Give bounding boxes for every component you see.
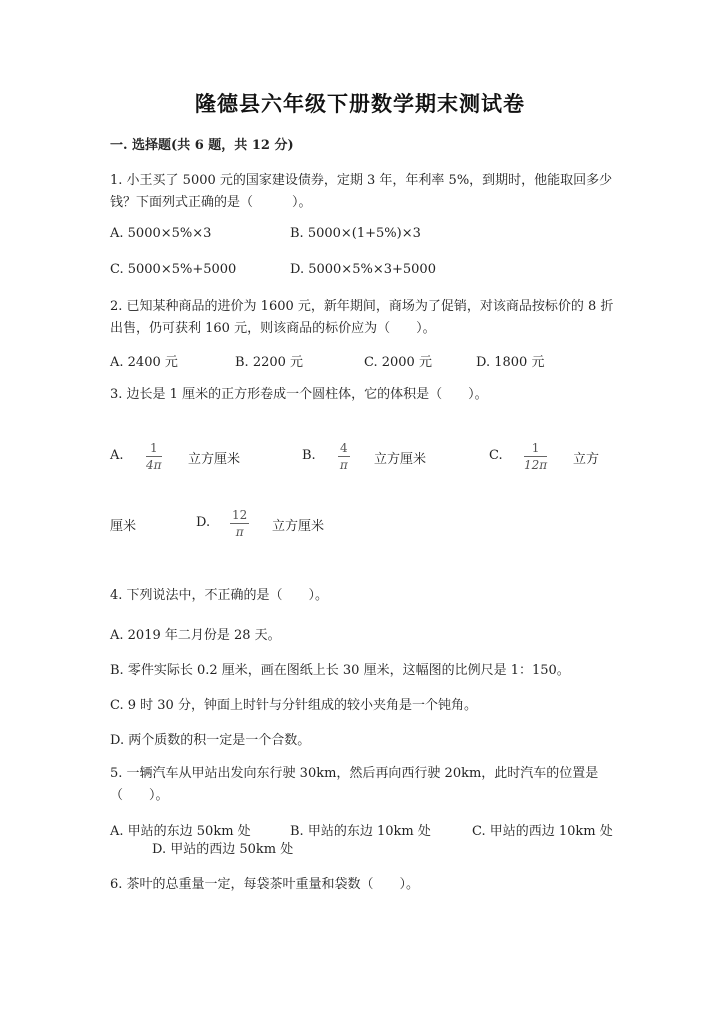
q3-option-b-label: B. xyxy=(302,448,316,463)
fraction-bar xyxy=(230,523,249,524)
q5-option-c: C. 甲站的西边 10km 处 xyxy=(472,824,613,839)
q1-option-d: D. 5000×5%×3+5000 xyxy=(290,262,436,277)
fraction-numerator: 4 xyxy=(340,441,348,455)
question-6-stem: 6. 茶叶的总重量一定，每袋茶叶重量和袋数（ ）。 xyxy=(110,877,420,892)
q5-option-b: B. 甲站的东边 10km 处 xyxy=(290,824,431,839)
q4-option-d: D. 两个质数的积一定是一个合数。 xyxy=(110,733,311,748)
fraction-denominator: π xyxy=(235,525,244,539)
q2-option-d: D. 1800 元 xyxy=(476,355,545,370)
q3-option-b-fraction xyxy=(338,441,350,472)
q3-option-c-unit-part2: 厘米 xyxy=(110,519,137,534)
q3-option-b-unit: 立方厘米 xyxy=(374,452,427,467)
fraction-denominator: 12π xyxy=(524,458,548,472)
q1-option-a: A. 5000×5%×3 xyxy=(110,226,212,241)
fraction-bar xyxy=(338,456,350,457)
q2-option-c: C. 2000 元 xyxy=(364,355,432,370)
q3-option-c-fraction xyxy=(524,441,547,472)
question-1-stem: 1. 小王买了 5000 元的国家建设债券，定期 3 年，年利率 5%，到期时，他能取回多少钱？下面列式正确的是（ ）。 xyxy=(110,173,613,210)
q2-option-b: B. 2200 元 xyxy=(235,355,304,370)
q3-option-c-label: C. xyxy=(489,448,503,463)
q4-option-b: B. 零件实际长 0.2 厘米，画在图纸上长 30 厘米，这幅图的比例尺是 1：150。 xyxy=(110,663,570,678)
q3-option-a-unit: 立方厘米 xyxy=(188,452,241,467)
q3-option-d-fraction xyxy=(230,508,249,539)
section-heading: 一. 选择题(共 6 题，共 12 分) xyxy=(110,138,294,153)
fraction-bar xyxy=(146,456,162,457)
fraction-denominator: 4π xyxy=(146,458,162,472)
question-3-stem: 3. 边长是 1 厘米的正方形卷成一个圆柱体，它的体积是（ ）。 xyxy=(110,387,488,402)
fraction-denominator: π xyxy=(339,458,348,472)
fraction-numerator: 12 xyxy=(232,508,248,522)
question-4-stem: 4. 下列说法中，不正确的是（ ）。 xyxy=(110,588,329,603)
q4-option-a: A. 2019 年二月份是 28 天。 xyxy=(110,628,281,643)
q5-option-d: D. 甲站的西边 50km 处 xyxy=(152,842,294,857)
question-2-stem: 2. 已知某种商品的进价为 1600 元，新年期间，商场为了促销，对该商品按标价的 8 折出售，仍可获利 160 元，则该商品的标价应为（ ）。 xyxy=(110,299,614,336)
page-title: 隆德县六年级下册数学期末测试卷 xyxy=(195,91,525,116)
q3-option-d-unit: 立方厘米 xyxy=(272,519,325,534)
q3-option-c-unit-part1: 立方 xyxy=(573,452,600,467)
fraction-numerator: 1 xyxy=(149,441,158,455)
q4-option-c: C. 9 时 30 分，钟面上时针与分针组成的较小夹角是一个钝角。 xyxy=(110,698,477,713)
q1-option-c: C. 5000×5%+5000 xyxy=(110,262,237,277)
q2-option-a: A. 2400 元 xyxy=(110,355,178,370)
fraction-bar xyxy=(524,456,547,457)
q3-option-a-label: A. xyxy=(110,448,124,463)
question-5-stem: 5. 一辆汽车从甲站出发向东行驶 30km，然后再向西行驶 20km，此时汽车的位置是（ ）。 xyxy=(110,766,599,803)
fraction-numerator: 1 xyxy=(531,441,540,455)
q1-option-b: B. 5000×(1+5%)×3 xyxy=(290,226,421,241)
q3-option-d-label: D. xyxy=(196,515,211,530)
q5-option-a: A. 甲站的东边 50km 处 xyxy=(110,824,251,839)
q3-option-a-fraction xyxy=(146,441,162,472)
